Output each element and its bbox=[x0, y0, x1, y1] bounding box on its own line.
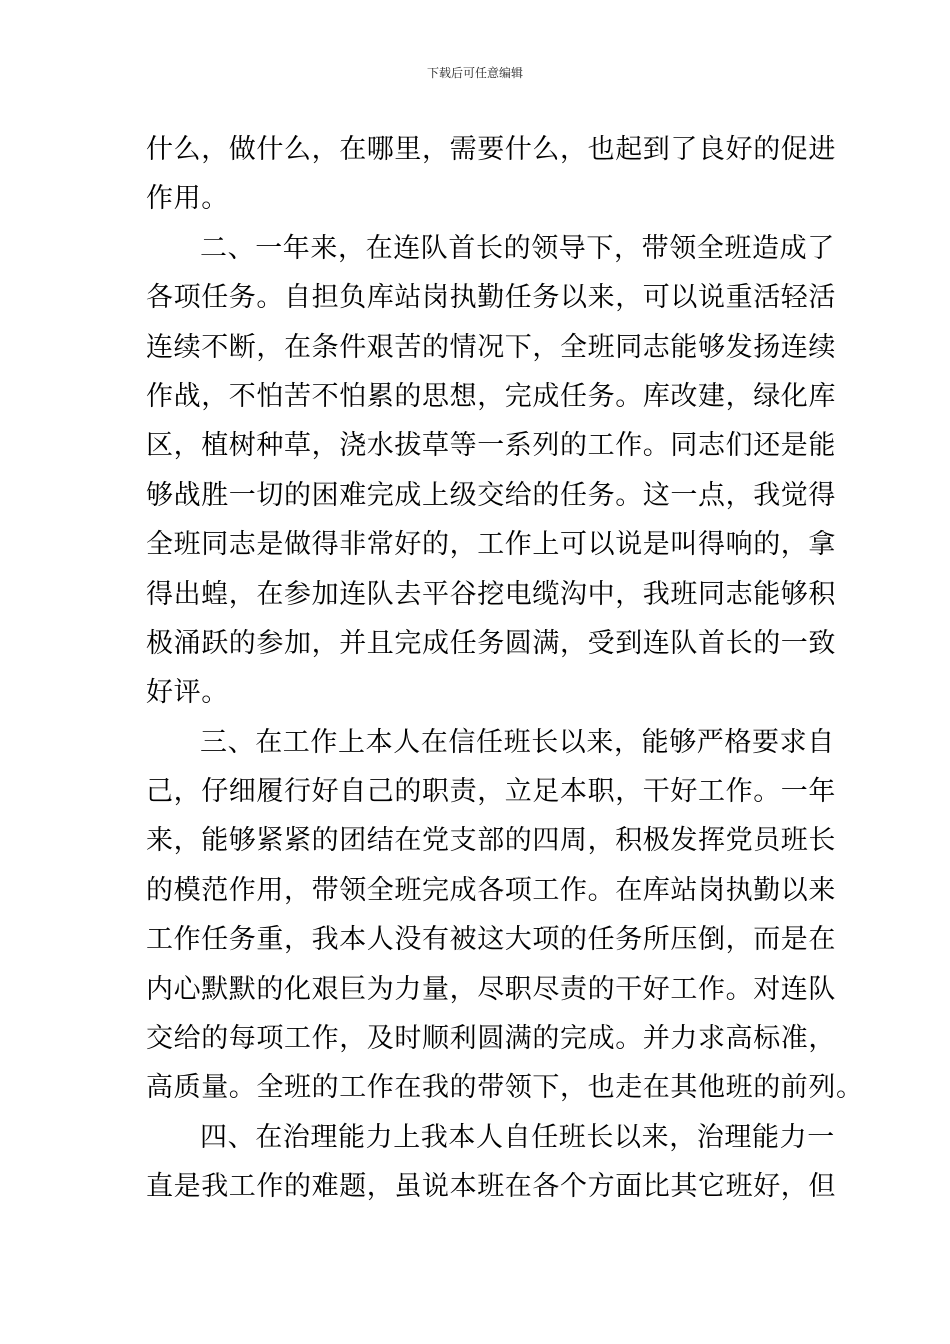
paragraph-start-line: 四、在治理能力上我本人自任班长以来，治理能力一 bbox=[200, 1121, 835, 1153]
text-line: 的模范作用，带领全班完成各项工作。在库站岗执勤以来 bbox=[146, 874, 836, 906]
document-body bbox=[146, 125, 864, 1212]
page-header: 下载后可任意编辑 bbox=[426, 66, 523, 80]
text-line: 直是我工作的难题，虽说本班在各个方面比其它班好，但 bbox=[146, 1171, 836, 1203]
paragraph-start-line: 三、在工作上本人在信任班长以来，能够严格要求自 bbox=[200, 726, 835, 758]
text-line: 区，植树种草，浇水拔草等一系列的工作。同志们还是能 bbox=[146, 430, 836, 462]
text-line: 连续不断，在条件艰苦的情况下，全班同志能够发扬连续 bbox=[146, 331, 836, 363]
text-line: 高质量。全班的工作在我的带领下，也走在其他班的前列。 bbox=[146, 1072, 864, 1104]
text-line: 交给的每项工作，及时顺利圆满的完成。并力求高标准， bbox=[146, 1023, 836, 1055]
text-line: 己，仔细履行好自己的职责，立足本职，干好工作。一年 bbox=[146, 776, 836, 808]
text-line: 作用。 bbox=[146, 183, 229, 215]
text-line: 什么，做什么，在哪里，需要什么，也起到了良好的促进 bbox=[146, 134, 836, 165]
text-line: 内心默默的化艰巨为力量，尽职尽责的干好工作。对连队 bbox=[146, 973, 836, 1005]
text-line: 好评。 bbox=[146, 677, 229, 709]
text-line: 各项任务。自担负库站岗执勤任务以来，可以说重活轻活 bbox=[146, 282, 836, 314]
text-line: 全班同志是做得非常好的，工作上可以说是叫得响的，拿 bbox=[146, 529, 836, 561]
paragraph-start-line: 二、一年来，在连队首长的领导下，带领全班造成了 bbox=[200, 232, 835, 264]
text-line: 来，能够紧紧的团结在党支部的四周，积极发挥党员班长 bbox=[146, 825, 836, 857]
text-line: 够战胜一切的困难完成上级交给的任务。这一点，我觉得 bbox=[146, 479, 836, 511]
text-line: 得出蝗，在参加连队去平谷挖电缆沟中，我班同志能够积 bbox=[146, 578, 836, 610]
text-line: 极涌跃的参加，并且完成任务圆满，受到连队首长的一致 bbox=[146, 627, 836, 659]
text-line: 工作任务重，我本人没有被这大项的任务所压倒，而是在 bbox=[146, 924, 836, 956]
text-line: 作战，不怕苦不怕累的思想，完成任务。库改建，绿化库 bbox=[146, 380, 836, 412]
